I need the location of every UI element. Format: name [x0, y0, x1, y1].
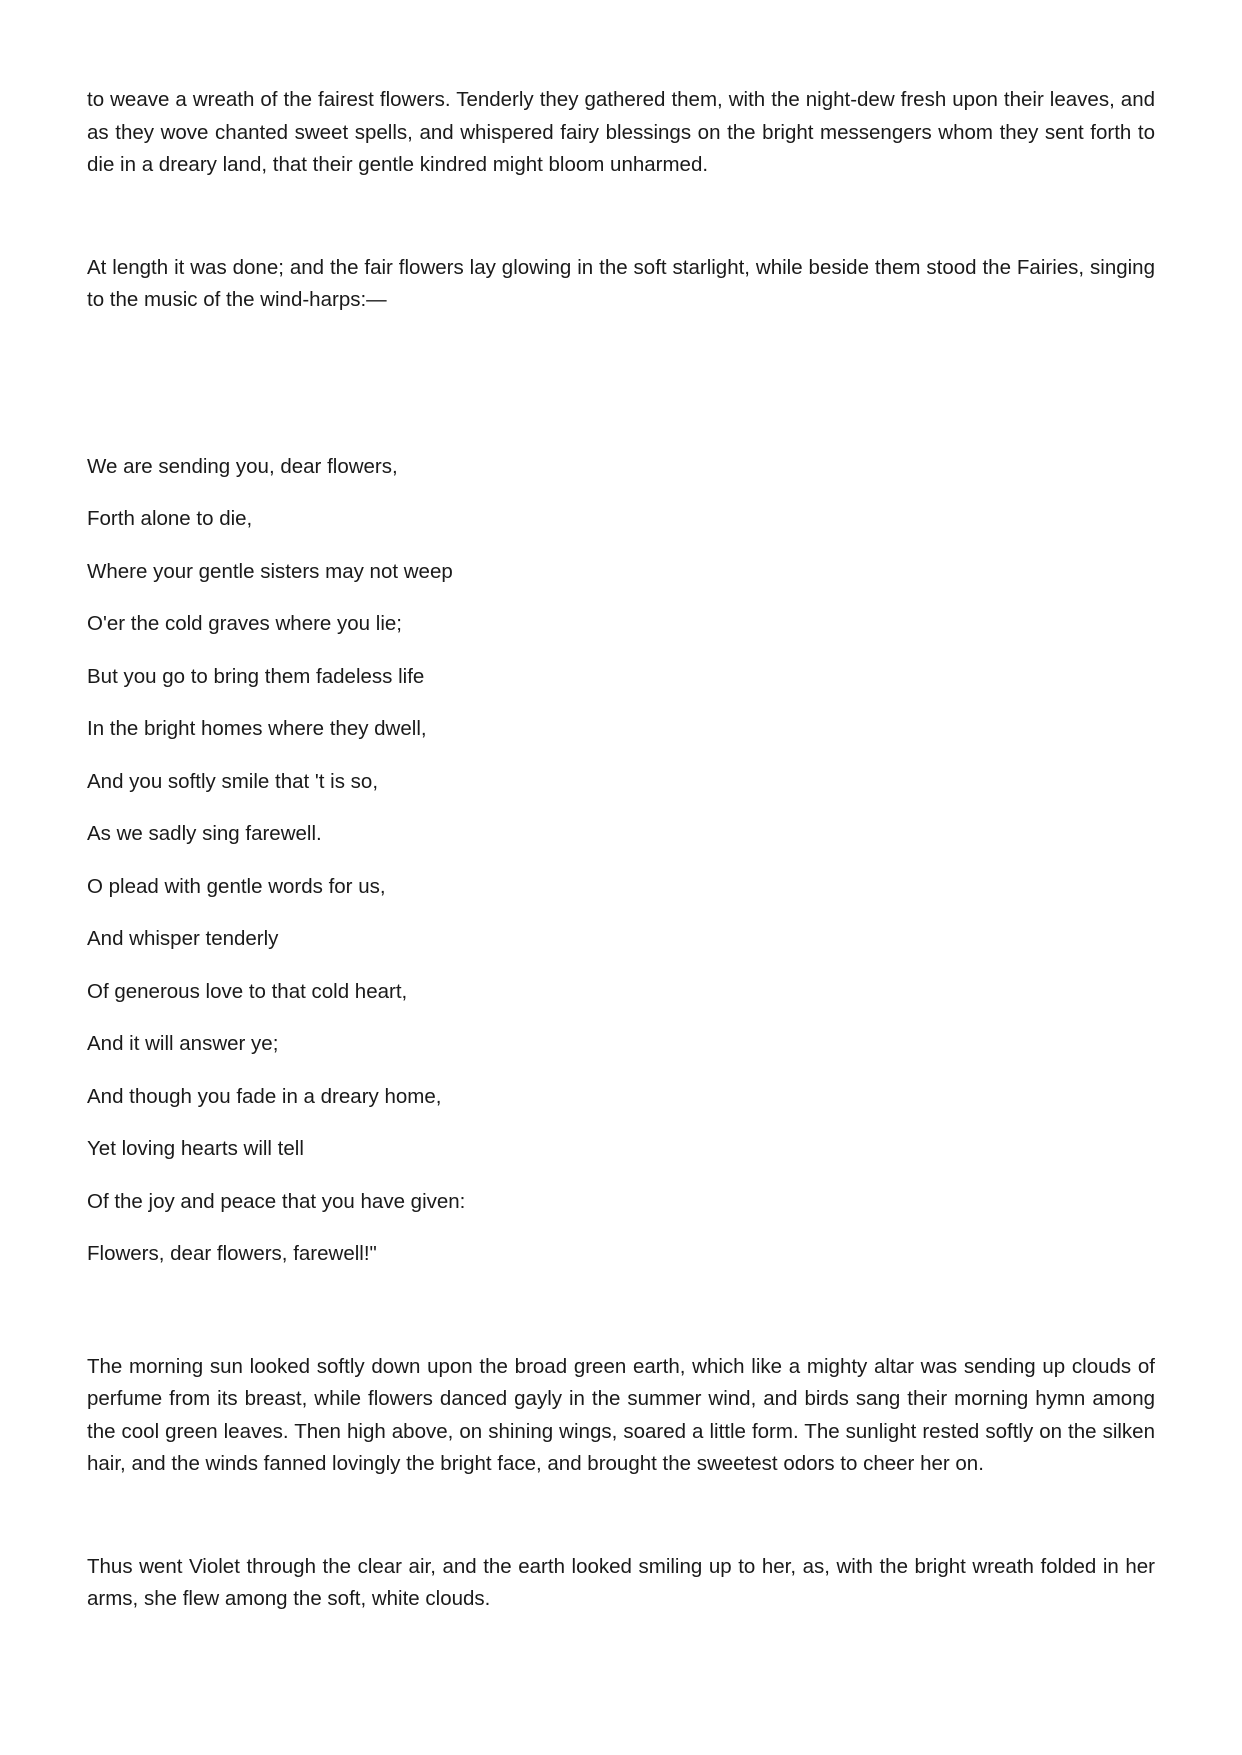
- poem-line: And though you fade in a dreary home,: [87, 1084, 442, 1108]
- poem-line: Where your gentle sisters may not weep: [87, 559, 453, 583]
- paragraph-wreath: to weave a wreath of the fairest flowers. Tenderly they gathered them, with the night-dew fresh upon their leaves, and as they wove chanted sweet spells, and whispered fairy blessings on the bright messengers whom they sent forth to die in a dreary land, that their gentle kindred might bloom unharmed.: [87, 88, 1155, 176]
- poem-line: O'er the cold graves where you lie;: [87, 612, 402, 635]
- poem-line: As we sadly sing farewell.: [87, 822, 322, 845]
- poem-line: Yet loving hearts will tell: [87, 1137, 304, 1160]
- poem-line: And you softly smile that 't is so,: [87, 769, 379, 793]
- fairy-song-poem: [87, 441, 1155, 1281]
- paragraph-violet-flight: Thus went Violet through the clear air, and the earth looked smiling up to her, as, with the bright wreath folded in her arms, she flew among the soft, white clouds.: [87, 1554, 1155, 1610]
- poem-line: Of the joy and peace that you have given:: [87, 1189, 466, 1213]
- poem-line: Forth alone to die,: [87, 507, 253, 530]
- poem-line: O plead with gentle words for us,: [87, 874, 386, 898]
- poem-line: And it will answer ye;: [87, 1032, 279, 1055]
- paragraph-starlight: At length it was done; and the fair flowers lay glowing in the soft starlight, while beside them stood the Fairies, singing to the music of the wind-harps:—: [87, 255, 1155, 311]
- poem-line: In the bright homes where they dwell,: [87, 717, 427, 740]
- poem-line: We are sending you, dear flowers,: [87, 454, 398, 478]
- poem-line: Flowers, dear flowers, farewell!": [87, 1242, 377, 1265]
- paragraph-morning-sun: The morning sun looked softly down upon the broad green earth, which like a mighty altar was sending up clouds of perfume from its breast, while flowers danced gayly in the summer wind, and birds sang their morning hymn among the cool green leaves. Then high above, on shining wings, soared a little form. The sunlight rested softly on the silken hair, and the winds fanned lovingly the bright face, and brought the sweetest odors to cheer her on.: [87, 1354, 1155, 1475]
- poem-line: And whisper tenderly: [87, 927, 279, 950]
- document-page: [87, 84, 1155, 1616]
- poem-line: Of generous love to that cold heart,: [87, 979, 408, 1003]
- poem-line: But you go to bring them fadeless life: [87, 664, 425, 688]
